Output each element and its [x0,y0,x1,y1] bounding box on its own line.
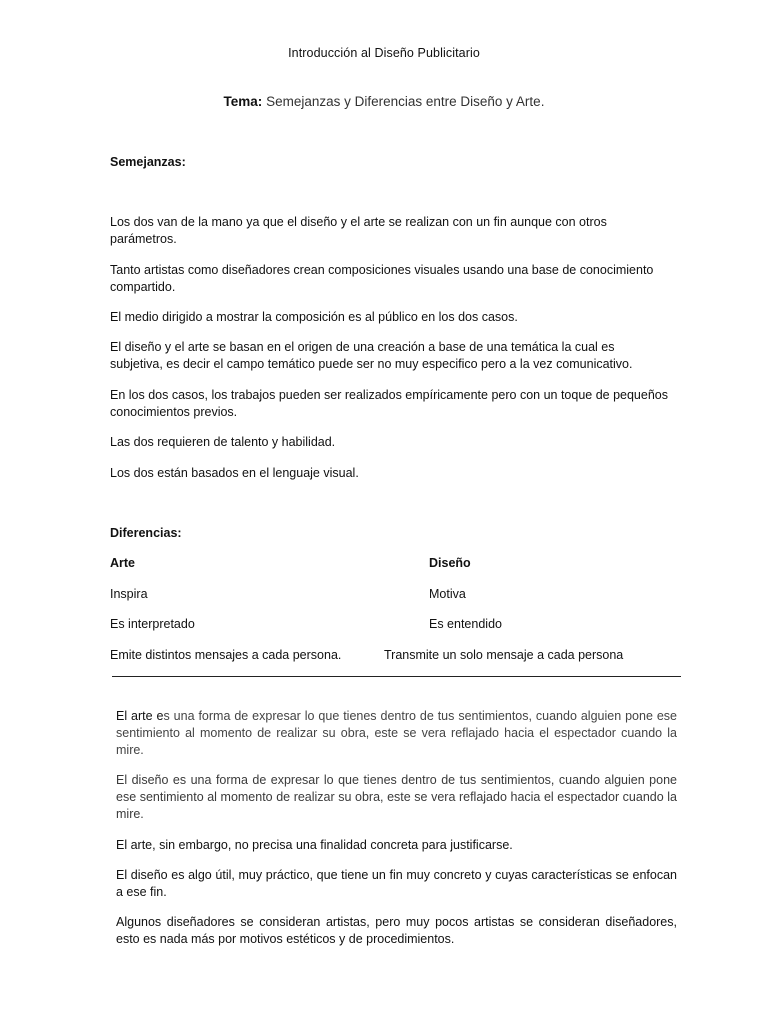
topic-label: Tema: [223,94,263,109]
table-cell-diseno: Es entendido [429,617,502,631]
diferencias-heading: Diferencias: [110,526,182,540]
note-paragraph: El arte, sin embargo, no precisa una finalidad concreta para justificarse. [116,838,513,852]
semejanza-item: Los dos van de la mano ya que el diseño y el arte se realizan con un fin aunque con otros parámetros. [110,215,607,246]
semejanza-item: Las dos requieren de talento y habilidad. [110,435,336,449]
topic-line [0,94,768,109]
semejanza-item: En los dos casos, los trabajos pueden ser realizados empíricamente pero con un toque de pequeños conocimientos previos. [110,388,668,419]
note-paragraph: El diseño es algo útil, muy práctico, que tiene un fin muy concreto y cuyas características se enfocan a ese fin. [116,868,677,899]
table-cell-arte: Inspira [110,587,148,601]
semejanza-item: Los dos están basados en el lenguaje visual. [110,466,359,480]
semejanza-item: Tanto artistas como diseñadores crean composiciones visuales usando una base de conocimiento compartido. [110,263,654,294]
document-title: Introducción al Diseño Publicitario [288,46,480,60]
note-paragraph [116,708,677,759]
table-cell-diseno: Transmite un solo mensaje a cada persona [384,648,624,662]
semejanzas-heading: Semejanzas: [110,155,186,169]
topic-text: Semejanzas y Diferencias entre Diseño y Arte. [262,94,545,109]
table-cell-arte: Emite distintos mensajes a cada persona. [110,648,342,662]
note-paragraph: Algunos diseñadores se consideran artistas, pero muy pocos artistas se consideran diseñadores, esto es nada más por motivos estéticos y de procedimientos. [116,915,677,946]
table-cell-diseno: Motiva [429,587,466,601]
note-lead: El arte e [116,709,164,723]
semejanza-item: El medio dirigido a mostrar la composición es al público en los dos casos. [110,310,518,324]
table-cell-arte: Es interpretado [110,617,195,631]
note-paragraph: El diseño es una forma de expresar lo que tienes dentro de tus sentimientos, cuando alguien pone ese sentimiento al momento de realizar su obra, este se vera reflajado hacia el espectador cuando la mire. [116,773,677,821]
section-divider [112,676,681,677]
semejanza-item: El diseño y el arte se basan en el origen de una creación a base de una temática la cual es subjetiva, es decir el campo temático puede ser no muy especifico pero a la vez comunicativo. [110,340,633,371]
column-header-diseno: Diseño [429,556,471,570]
column-header-arte: Arte [110,556,136,570]
note-rest: s una forma de expresar lo que tienes dentro de tus sentimientos, cuando alguien pone ese sentimiento al momento de realizar su obra, este se vera reflajado hacia el espectador cuando la mire. [116,709,677,757]
